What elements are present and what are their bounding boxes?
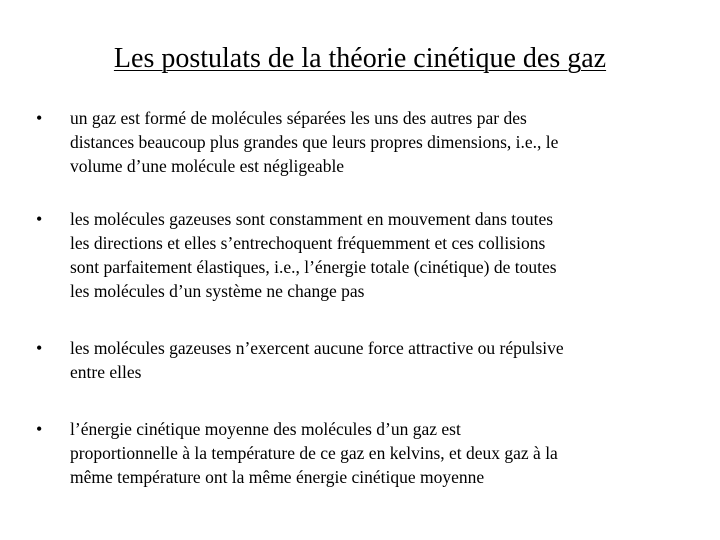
- bullet-line: l’énergie cinétique moyenne des molécules d’un gaz est: [70, 419, 461, 439]
- bullet-icon: •: [36, 108, 43, 128]
- bullet-text: [70, 207, 645, 303]
- bullet-line: distances beaucoup plus grandes que leurs propres dimensions, i.e., le: [70, 132, 559, 152]
- bullet-line: même température ont la même énergie cinétique moyenne: [70, 467, 485, 487]
- bullet-line: les directions et elles s’entrechoquent fréquemment et ces collisions: [70, 233, 546, 253]
- bullet-line: volume d’une molécule est négligeable: [70, 156, 345, 176]
- slide-title: Les postulats de la théorie cinétique des gaz: [113, 43, 607, 74]
- bullet-line: proportionnelle à la température de ce gaz en kelvins, et deux gaz à la: [70, 443, 558, 463]
- bullet-icon: •: [36, 209, 43, 229]
- bullet-icon: •: [36, 338, 43, 358]
- bullet-text: [70, 106, 645, 178]
- bullet-line: entre elles: [70, 362, 142, 382]
- bullet-text: [70, 336, 645, 384]
- bullet-line: les molécules gazeuses n’exercent aucune force attractive ou répulsive: [70, 338, 564, 358]
- bullet-text: [70, 417, 645, 489]
- bullet-icon: •: [36, 419, 43, 439]
- bullet-line: sont parfaitement élastiques, i.e., l’énergie totale (cinétique) de toutes: [70, 257, 557, 277]
- bullet-line: un gaz est formé de molécules séparées les uns des autres par des: [70, 108, 527, 128]
- bullet-line: les molécules d’un système ne change pas: [70, 281, 365, 301]
- bullet-line: les molécules gazeuses sont constamment en mouvement dans toutes: [70, 209, 554, 229]
